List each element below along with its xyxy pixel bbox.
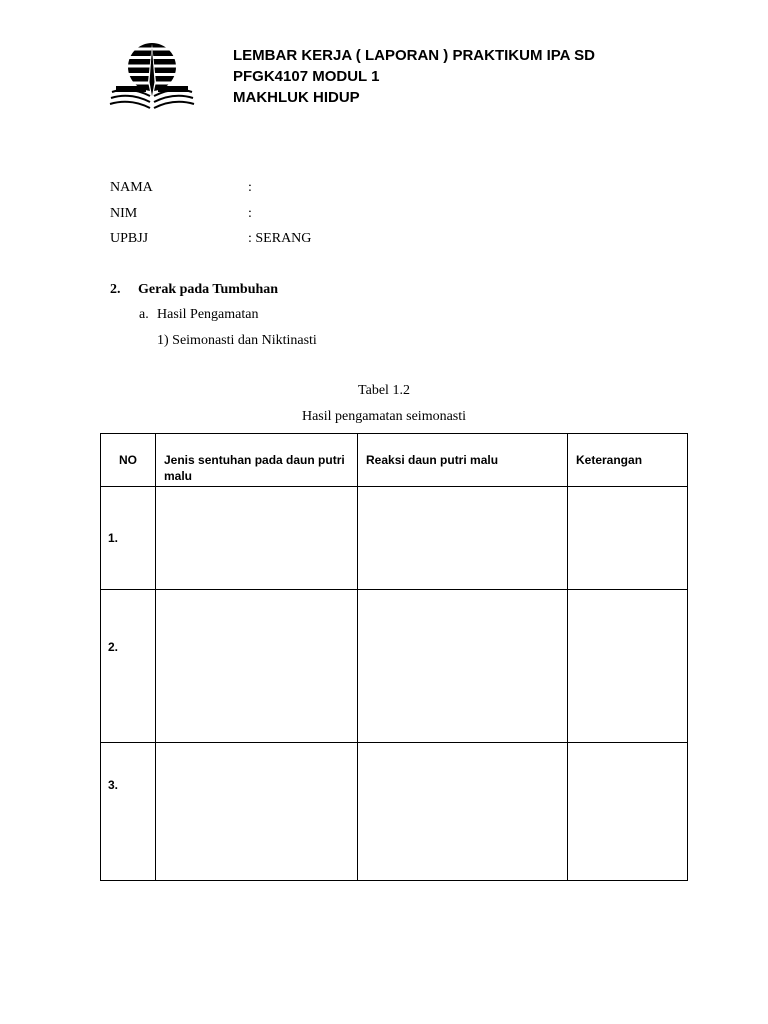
section-number: 2. (110, 282, 121, 297)
table-row (101, 743, 688, 881)
subsection-item: 1) Seimonasti dan Niktinasti (157, 333, 317, 348)
table-caption-title: Hasil pengamatan seimonasti (301, 409, 467, 424)
table-cell[interactable] (358, 487, 568, 590)
info-value: : (248, 180, 252, 195)
table-row (101, 590, 688, 743)
document-header (233, 45, 595, 108)
info-label: UPBJJ (110, 231, 149, 246)
column-header-reaction: Reaksi daun putri malu (358, 434, 568, 487)
column-header-touch-type: Jenis sentuhan pada daun putri malu (156, 434, 358, 487)
university-logo (108, 42, 196, 110)
info-label: NAMA (110, 180, 153, 195)
table-cell[interactable] (568, 487, 688, 590)
header-course-code: PFGK4107 MODUL 1 (233, 68, 380, 85)
observation-table (100, 433, 688, 881)
column-header-notes: Keterangan (568, 434, 688, 487)
table-header-row (101, 434, 688, 487)
row-number: 3. (101, 743, 156, 881)
info-value: : SERANG (248, 231, 312, 246)
table-cell[interactable] (156, 487, 358, 590)
table-cell[interactable] (358, 590, 568, 743)
table-cell[interactable] (156, 743, 358, 881)
row-number: 1. (101, 487, 156, 590)
row-number: 2. (101, 590, 156, 743)
header-module-title: MAKHLUK HIDUP (233, 89, 360, 106)
info-value: : (248, 206, 252, 221)
subsection-letter: a. (139, 307, 149, 322)
column-header-no: NO (101, 434, 156, 487)
subsection-title: Hasil Pengamatan (157, 307, 259, 322)
table-cell[interactable] (568, 590, 688, 743)
table-caption-number: Tabel 1.2 (358, 383, 410, 398)
header-title: LEMBAR KERJA ( LAPORAN ) PRAKTIKUM IPA SD (233, 47, 595, 64)
table-cell[interactable] (358, 743, 568, 881)
table-cell[interactable] (156, 590, 358, 743)
table-row (101, 487, 688, 590)
section-title: Gerak pada Tumbuhan (138, 282, 279, 297)
info-label: NIM (110, 206, 138, 221)
table-cell[interactable] (568, 743, 688, 881)
